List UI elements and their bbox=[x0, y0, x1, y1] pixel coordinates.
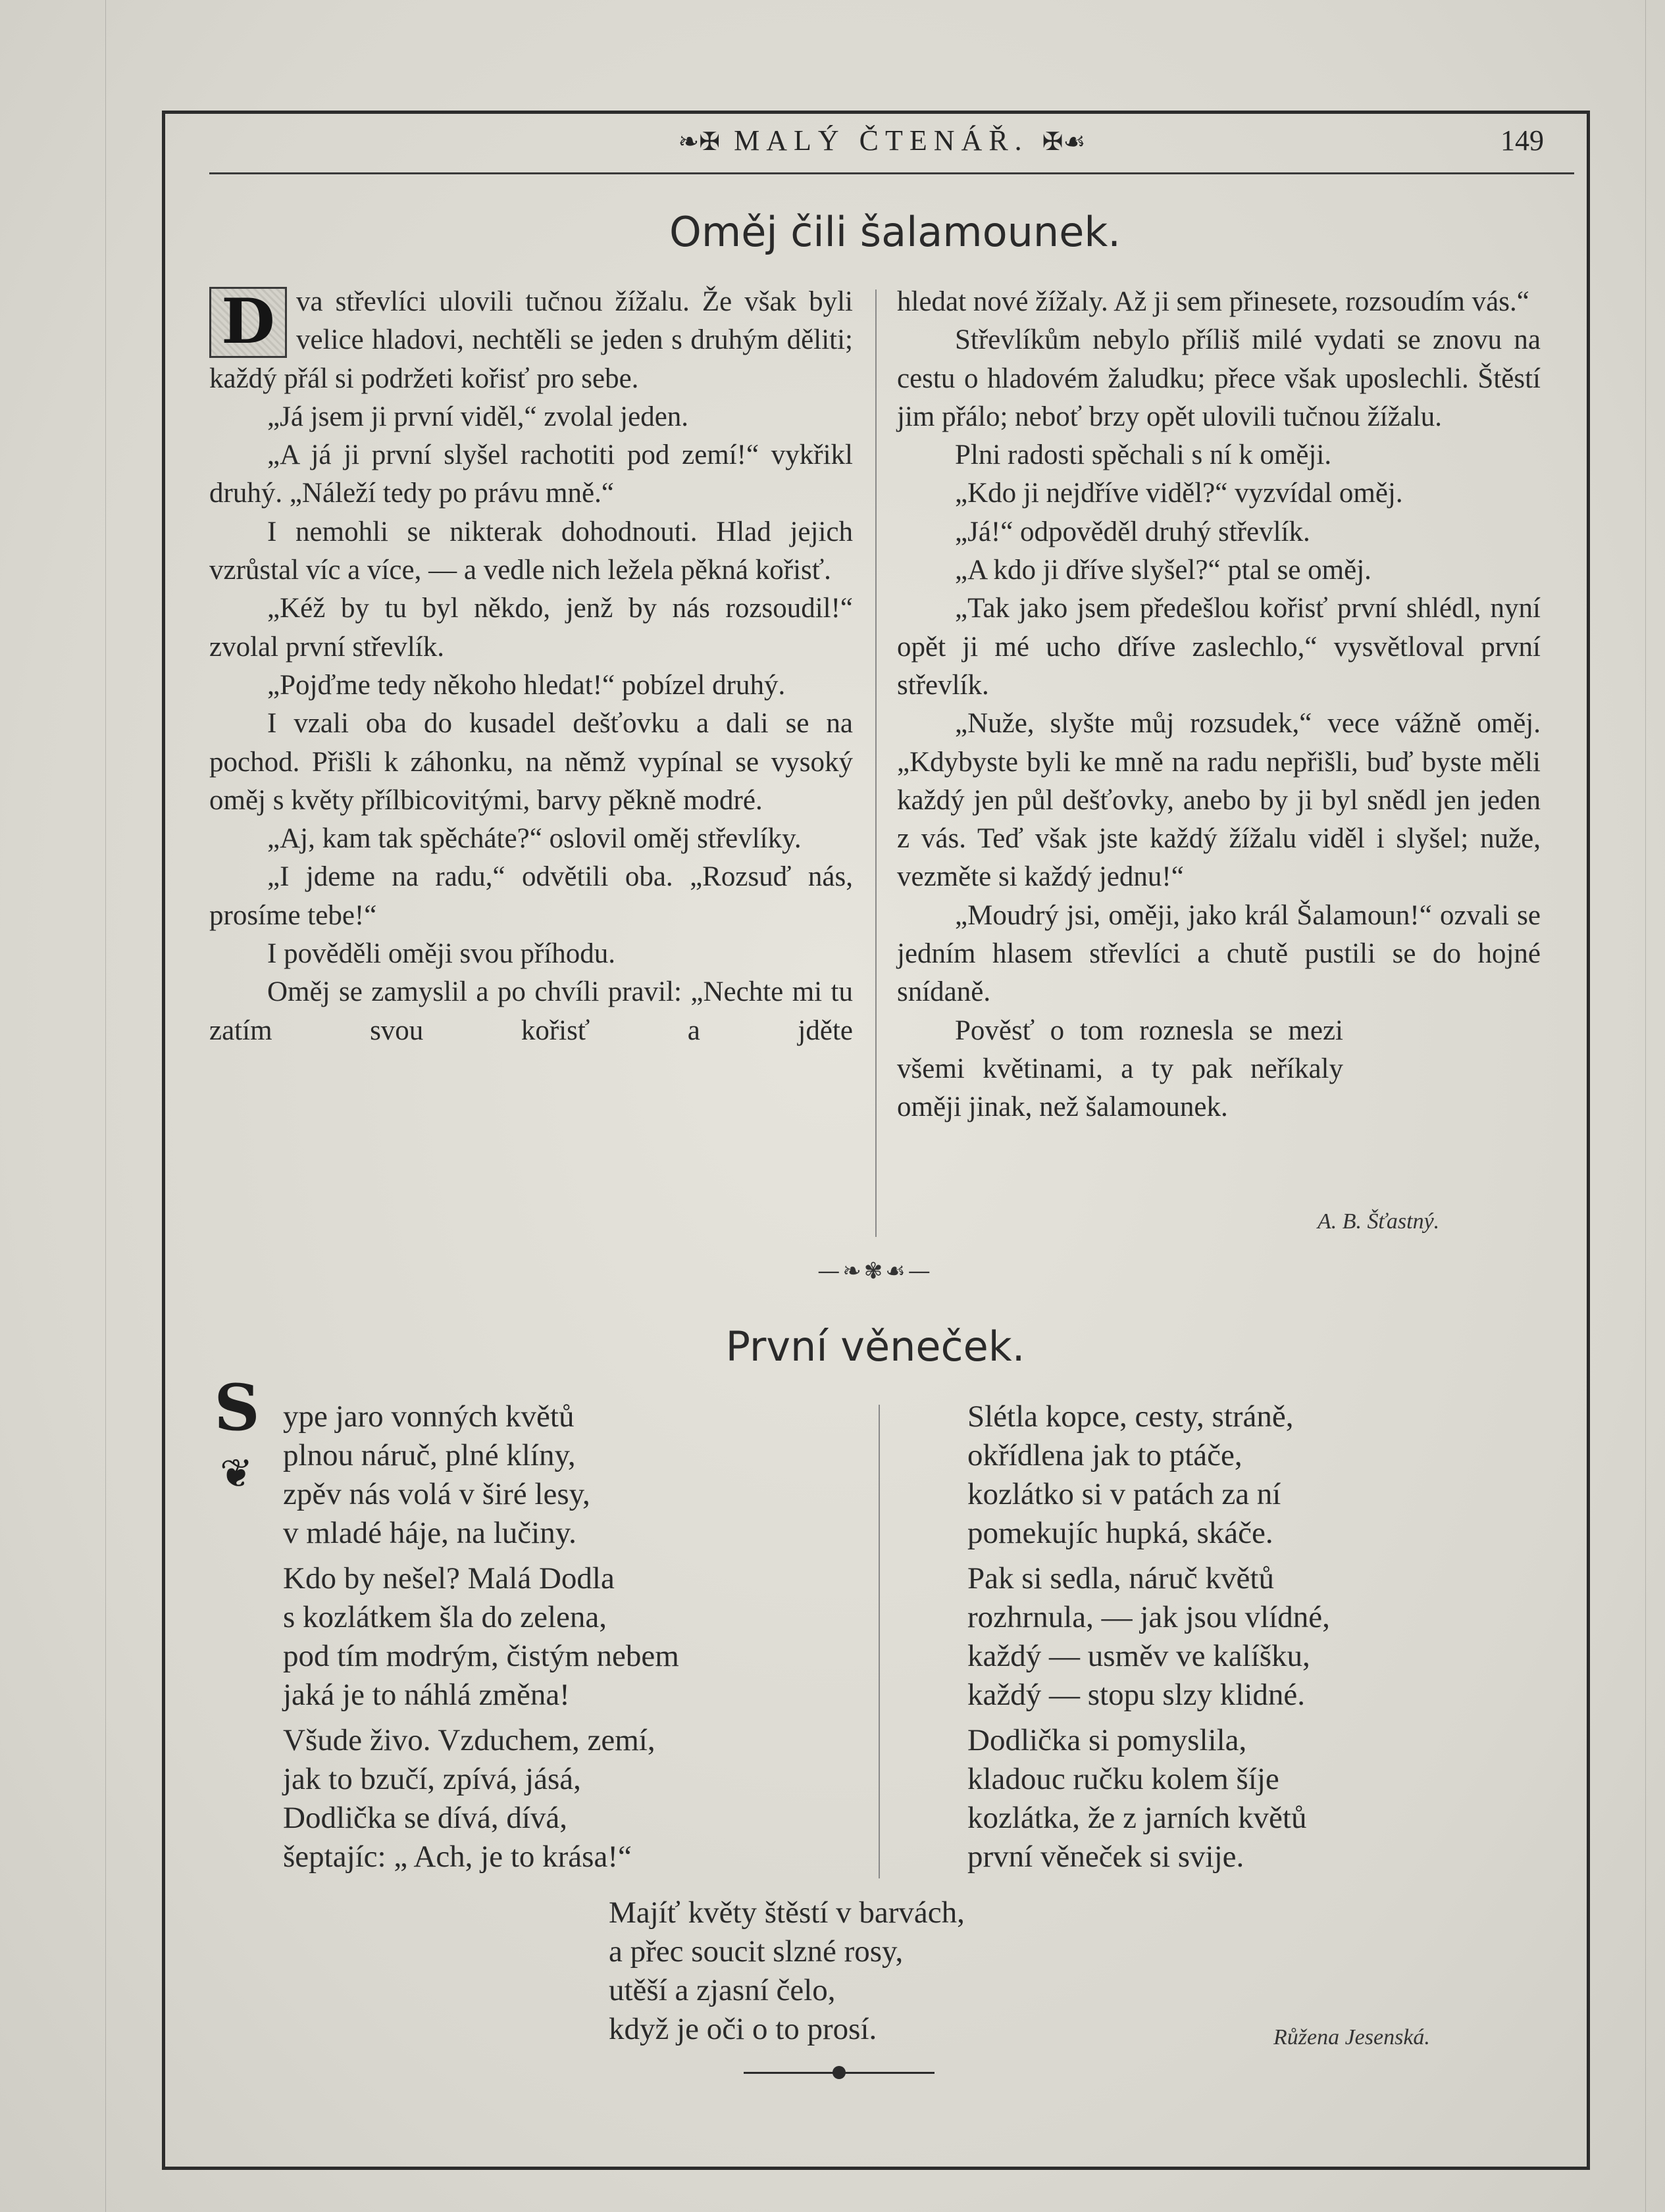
story-paragraph: „A kdo ji dříve slyšel?“ ptal se oměj. bbox=[955, 555, 1371, 586]
poem-line: když je oči o to prosí. bbox=[609, 2012, 877, 2046]
scan-edge-right bbox=[1645, 0, 1646, 2212]
poem-line: v mladé háje, na lučiny. bbox=[283, 1516, 576, 1550]
story-paragraph: „Pojďme tedy někoho hledat!“ pobízel druhý. bbox=[267, 669, 786, 701]
story-paragraph: I pověděli oměji svou příhodu. bbox=[267, 938, 616, 970]
poem-left-column bbox=[283, 1397, 679, 1883]
poem-line: utěší a zjasní čelo, bbox=[609, 1973, 836, 2007]
story-paragraph: „Kéž by tu byl někdo, jenž by nás rozsoudil!“ zvolal první střevlík. bbox=[209, 593, 853, 663]
story-paragraph bbox=[209, 283, 853, 398]
poem-line: každý — stopu slzy klidné. bbox=[967, 1678, 1306, 1712]
header-ornament-right-icon: ✠☙ bbox=[1042, 128, 1086, 156]
story-paragraph: „I jdeme na radu,“ odvětili oba. „Rozsuď nás, prosíme tebe!“ bbox=[209, 861, 853, 931]
poem-right-column bbox=[967, 1397, 1330, 1883]
poem-author: Růžena Jesenská. bbox=[1273, 2025, 1430, 2049]
story-paragraph: „Moudrý jsi, oměji, jako král Šalamoun!“ ozvali se jedním hlasem střevlíci a chutě pustili se do hojné snídaně. bbox=[897, 899, 1541, 1008]
separator-ornament-icon: —❧✾☙— bbox=[817, 1258, 933, 1284]
story-paragraph: „Já!“ odpověděl druhý střevlík. bbox=[955, 516, 1310, 547]
drop-cap-flourish-icon: ❦ bbox=[220, 1451, 253, 1497]
poem-line: Dodlička se dívá, dívá, bbox=[283, 1801, 568, 1835]
header-rule bbox=[209, 172, 1574, 174]
poem-line: Kdo by nešel? Malá Dodla bbox=[283, 1561, 615, 1596]
section-separator bbox=[777, 1258, 974, 1284]
story-author: A. B. Šťastný. bbox=[1318, 1209, 1440, 1234]
poem-line: zpěv nás volá v širé lesy, bbox=[283, 1477, 590, 1511]
end-ornament bbox=[744, 2066, 935, 2079]
drop-cap-s-letter: S bbox=[214, 1370, 260, 1445]
poem-line: Majíť květy štěstí v barvách, bbox=[609, 1896, 965, 1930]
story-paragraph: „A já ji první slyšel rachotiti pod zemí!“ vykřikl druhý. „Náleží tedy po právu mně.“ bbox=[209, 440, 853, 509]
poem-stanza bbox=[967, 1559, 1330, 1715]
poem-line: jaká je to náhlá změna! bbox=[283, 1678, 570, 1712]
story-paragraph: hledat nové žížaly. Až ji sem přinesete, rozsoudím vás.“ bbox=[897, 286, 1529, 317]
poem-stanza bbox=[283, 1721, 679, 1876]
poem-line: kozlátka, že z jarních květů bbox=[967, 1801, 1307, 1835]
end-ornament-dot-icon bbox=[832, 2066, 846, 2079]
poem-line: plnou náruč, plné klíny, bbox=[283, 1438, 576, 1472]
poem-line: pomekujíc hupká, skáče. bbox=[967, 1516, 1273, 1550]
poem-line: okřídlena jak to ptáče, bbox=[967, 1438, 1242, 1472]
poem-line: kozlátko si v patách za ní bbox=[967, 1477, 1281, 1511]
story-paragraph: „Nuže, slyšte můj rozsudek,“ vece vážně oměj. „Kdybyste byli ke mně na radu nepřišli, buď byste měli každý jen půl dešťovky, anebo by ji byl snědl jen jeden z vás. Teď však jste každý žížalu viděl i slyšel; nuže, vezměte si každý jednu!“ bbox=[897, 708, 1541, 893]
poem-column-rule bbox=[879, 1405, 880, 1878]
story-paragraph-text: va střevlíci ulovili tučnou žížalu. Že však byli velice hladovi, nechtěli se jeden s druhým děliti; každý přál si podržeti kořisť pro sebe. bbox=[209, 286, 853, 394]
poem-line: pod tím modrým, čistým nebem bbox=[283, 1639, 679, 1673]
poem-final-stanza bbox=[609, 1894, 965, 2049]
poem-line: rozhrnula, — jak jsou vlídné, bbox=[967, 1600, 1330, 1634]
poem-title: První věneček. bbox=[725, 1322, 1025, 1370]
story-paragraph: „Aj, kam tak spěcháte?“ oslovil oměj střevlíky. bbox=[267, 823, 802, 855]
story-paragraph: Plni radosti spěchali s ní k oměji. bbox=[955, 440, 1332, 471]
journal-title: MALÝ ČTENÁŘ. bbox=[734, 124, 1029, 157]
poem-stanza bbox=[283, 1397, 679, 1553]
poem-stanza bbox=[967, 1397, 1330, 1553]
story-column-1 bbox=[209, 283, 853, 1050]
drop-cap-s bbox=[204, 1362, 270, 1507]
story-paragraph: I vzali oba do kusadel dešťovku a dali se na pochod. Přišli k záhonku, na němž vypínal se vysoký oměj s květy přílbicovitými, barvy pěkně modré. bbox=[209, 708, 853, 816]
story-title: Oměj čili šalamounek. bbox=[669, 208, 1121, 256]
drop-cap-d: D bbox=[209, 287, 287, 358]
poem-line: šeptajíc: „ Ach, je to krása!“ bbox=[283, 1840, 632, 1874]
story-paragraph: Střevlíkům nebylo příliš milé vydati se znovu na cestu o hladovém žaludku; přece však uposlechli. Štěstí jim přálo; neboť brzy opět ulovili tučnou žížalu. bbox=[897, 324, 1541, 432]
story-paragraph: Pověsť o tom roznesla se mezi všemi květinami, a ty pak neříkaly oměji jinak, než šalamounek. bbox=[897, 1015, 1343, 1123]
poem-line: jak to bzučí, zpívá, jásá, bbox=[283, 1762, 581, 1796]
running-head bbox=[632, 124, 1132, 157]
poem-line: kladouc ručku kolem šíje bbox=[967, 1762, 1279, 1796]
column-rule bbox=[875, 289, 877, 1237]
header-ornament-left-icon: ❧✠ bbox=[678, 128, 721, 156]
scan-edge-left bbox=[105, 0, 106, 2212]
poem-line: Dodlička si pomyslila, bbox=[967, 1723, 1247, 1757]
poem-line: s kozlátkem šla do zelena, bbox=[283, 1600, 607, 1634]
story-paragraph: „Tak jako jsem předešlou kořisť první shlédl, nyní opět ji mé ucho dříve zaslechlo,“ vysvětloval první střevlík. bbox=[897, 593, 1541, 701]
poem-line: první věneček si svije. bbox=[967, 1840, 1244, 1874]
poem-line: Pak si sedla, náruč květů bbox=[967, 1561, 1274, 1596]
poem-stanza bbox=[283, 1559, 679, 1715]
page-number: 149 bbox=[1500, 124, 1544, 157]
poem-line: Všude živo. Vzduchem, zemí, bbox=[283, 1723, 655, 1757]
poem-stanza bbox=[967, 1721, 1330, 1876]
poem-line: a přec soucit slzné rosy, bbox=[609, 1934, 904, 1969]
poem-line: ype jaro vonných květů bbox=[283, 1399, 575, 1434]
poem-line: Slétla kopce, cesty, stráně, bbox=[967, 1399, 1294, 1434]
story-paragraph: Oměj se zamyslil a po chvíli pravil: „Nechte mi tu zatím svou kořisť a jděte bbox=[209, 976, 853, 1046]
story-paragraph: „Kdo ji nejdříve viděl?“ vyzvídal oměj. bbox=[955, 478, 1403, 509]
story-paragraph: „Já jsem ji první viděl,“ zvolal jeden. bbox=[267, 401, 689, 432]
story-column-2 bbox=[897, 283, 1541, 1127]
story-paragraph: I nemohli se nikterak dohodnouti. Hlad jejich vzrůstal víc a více, — a vedle nich ležela pěkná kořisť. bbox=[209, 516, 853, 586]
poem-line: každý — usměv ve kalíšku, bbox=[967, 1639, 1310, 1673]
